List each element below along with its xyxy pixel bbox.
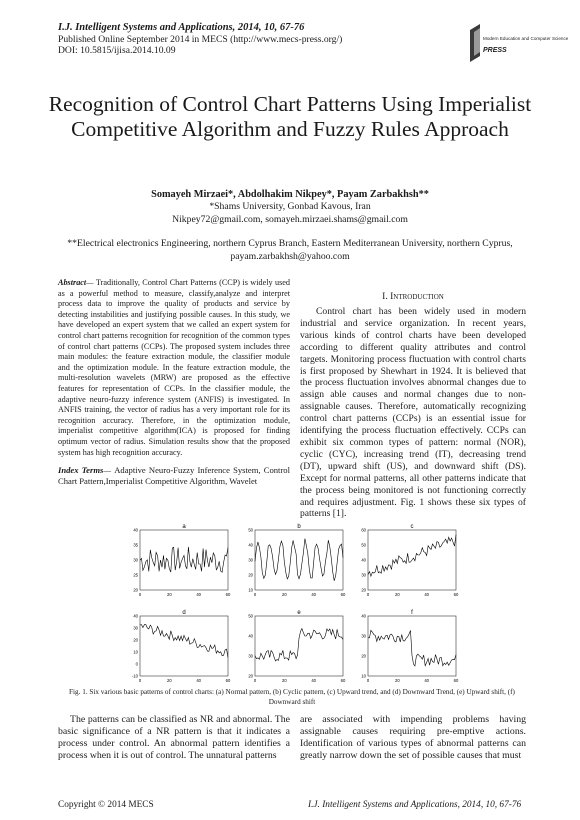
- paper-title: Recognition of Control Chart Patterns Using Imperialist Competitive Algorithm and Fuzzy Rules Approach: [48, 92, 532, 141]
- y-tick-label: 30: [248, 653, 253, 659]
- chart-title: b: [297, 524, 301, 530]
- y-tick-label: 40: [248, 542, 253, 548]
- y-tick-label: 30: [248, 557, 253, 563]
- body-left: The patterns can be classified as NR and abnormal. The basic significance of a NR pattern is that it indicates a process under control. An abnormal pattern identifies a process when it is out of control. The unnatural patterns: [58, 714, 290, 761]
- y-tick-label: 30: [133, 625, 138, 631]
- x-tick-label: 40: [424, 678, 430, 683]
- chart-panel-f: [361, 610, 459, 683]
- x-tick-label: 40: [196, 592, 202, 597]
- figure-1: [118, 514, 458, 692]
- x-tick-label: 20: [166, 678, 172, 683]
- chart-frame: [140, 530, 228, 590]
- logo-text: Modern Education and Computer Science: [483, 36, 569, 41]
- y-tick-label: 50: [361, 542, 366, 548]
- mecs-logo: [468, 22, 569, 68]
- x-tick-label: 20: [281, 592, 287, 597]
- x-tick-label: 40: [424, 592, 430, 597]
- x-tick-label: 40: [196, 678, 202, 683]
- affiliation-2: [40, 238, 540, 263]
- abstract-label: Abstract: [58, 278, 87, 287]
- y-tick-label: 10: [133, 649, 138, 655]
- x-tick-label: 0: [138, 592, 142, 597]
- abstract-dash: —: [86, 278, 96, 287]
- y-tick-label: 40: [133, 613, 138, 619]
- chart-panel-c: [361, 524, 459, 597]
- y-tick-label: 40: [248, 633, 253, 639]
- x-tick-label: 60: [225, 678, 231, 683]
- x-tick-label: 0: [253, 592, 257, 597]
- journal-header: [58, 22, 438, 57]
- series-line: [255, 629, 343, 662]
- chart-panel-d: [132, 610, 231, 683]
- chart-title: e: [297, 610, 301, 616]
- index-terms-dash: —: [103, 465, 115, 475]
- x-tick-label: 40: [311, 592, 317, 597]
- y-tick-label: 40: [361, 613, 366, 619]
- affiliation-1-line-2: Nikpey72@gmail.com, somayeh.mirzaei.shams@gmail.com: [172, 213, 408, 225]
- x-tick-label: 40: [311, 678, 317, 683]
- chart-title: d: [182, 610, 186, 616]
- y-tick-label: 40: [133, 527, 138, 533]
- y-tick-label: -10: [131, 673, 138, 679]
- x-tick-label: 0: [366, 592, 370, 597]
- affiliation-1: [40, 201, 540, 226]
- footer-copyright: Copyright © 2014 MECS: [58, 800, 154, 810]
- authors: Somayeh Mirzaei*, Abdolhakim Nikpey*, Payam Zarbakhsh**: [151, 189, 429, 200]
- affiliation-2-line-1: **Electrical electronics Engineering, northern Cyprus Branch, Eastern Mediterranean University, northern Cyprus,: [67, 238, 513, 249]
- y-tick-label: 50: [248, 613, 253, 619]
- control-chart-figure: [118, 514, 458, 692]
- x-tick-label: 60: [225, 592, 231, 597]
- affiliation-2-line-2: payam.zarbakhsh@yahoo.com: [230, 250, 350, 262]
- y-tick-label: 10: [248, 587, 253, 593]
- series-line: [368, 630, 456, 666]
- y-tick-label: 10: [361, 673, 366, 679]
- y-tick-label: 50: [248, 527, 253, 533]
- y-tick-label: 0: [135, 661, 138, 667]
- y-tick-label: 20: [248, 673, 253, 679]
- abstract-text: Traditionally, Control Chart Patterns (CCP) is widely used as a powerful method to measure, classify,analyze and interpret process data to improve the quality of products and service by detecting instabilities and justifying possible causes. In this study, we have developed an expert system that we called an expert system for control chart patterns recognition for recognition of the common types of control chart patterns (CCPs). The proposed system includes three main modules: the feature extraction module, the classifier module and the optimization module. In the feature extraction module, the multi-resolution wavelets (MRW) are proposed as the effective features for representation of CCPs. In the classifier module, the adaptive neuro-fuzzy inference system (ANFIS) is investigated. In ANFIS training, the vector of radius has a very important role for its recognition accuracy. Therefore, in the optimization module, imperialist competitive algorithm(ICA) is proposed for finding optimum vector of radius. Simulation results show that the proposed system has high recognition accuracy.: [58, 278, 290, 457]
- series-line: [368, 535, 456, 576]
- affiliation-1-line-1: *Shams University, Gonbad Kavous, Iran: [209, 201, 371, 212]
- chart-frame: [368, 616, 456, 676]
- chart-frame: [255, 530, 343, 590]
- x-tick-label: 0: [138, 678, 142, 683]
- y-tick-label: 30: [361, 572, 366, 578]
- x-tick-label: 0: [366, 678, 370, 683]
- footer-journal: I.J. Intelligent Systems and Applications, 2014, 10, 67-76: [308, 800, 522, 810]
- section-heading: I. Introduction: [382, 291, 444, 302]
- y-tick-label: 30: [133, 557, 138, 563]
- logo-press: PRESS: [483, 47, 507, 54]
- series-line: [140, 547, 228, 572]
- x-tick-label: 20: [281, 678, 287, 683]
- y-tick-label: 20: [133, 587, 138, 593]
- y-tick-label: 30: [361, 633, 366, 639]
- y-tick-label: 35: [133, 542, 138, 548]
- introduction-text: Control chart has been widely used in modern industrial and service organization. In recent years, various kinds of control charts have been developed according to different quality attributes and control targets. Monitoring process fluctuation with control charts is first proposed by Shewhart in 1924. It is believed that the process fluctuation involves abnormal changes due to assign able causes and normal changes due to non- assignable causes. Therefore, automatically recognizing control chart patterns (CCPs) is an essential issue for identifying the process fluctuation effectively. CCPs can exhibit six common types of pattern: normal (NOR), cyclic (CYC), increasing trend (IT), decreasing trend (DT), upward shift (US), and downward shift (DS). Except for normal patterns, all other patterns indicate that the process being monitored is not functioning correctly and requires adjustment. Fig. 1 shows these six types of patterns [1].: [300, 306, 526, 520]
- chart-title: f: [411, 610, 413, 616]
- x-tick-label: 60: [340, 592, 346, 597]
- chart-frame: [255, 616, 343, 676]
- index-terms: [58, 465, 290, 487]
- figure-caption: Fig. 1. Six various basic patterns of control charts: (a) Normal pattern, (b) Cyclic pattern, (c) Upward trend, and (d) Downward Trend, (e) Upward shift, (f) Downward shift: [69, 688, 515, 706]
- y-tick-label: 20: [248, 572, 253, 578]
- x-tick-label: 60: [453, 592, 459, 597]
- index-terms-text: Adaptive Neuro-Fuzzy Inference System, Control Chart Pattern,Imperialist Competitive Algorithm, Wavelet: [58, 465, 290, 486]
- chart-panel-b: [248, 524, 346, 597]
- x-tick-label: 20: [394, 592, 400, 597]
- index-terms-label: Index Terms: [58, 465, 104, 475]
- chart-panel-a: [133, 524, 231, 597]
- chart-title: a: [182, 524, 186, 530]
- chart-panel-e: [248, 610, 346, 683]
- mecs-logo-icon: [468, 22, 569, 68]
- abstract: [58, 278, 290, 458]
- y-tick-label: 20: [133, 637, 138, 643]
- doi-line: DOI: 10.5815/ijisa.2014.10.09: [58, 45, 176, 56]
- series-line: [255, 539, 343, 581]
- x-tick-label: 60: [453, 678, 459, 683]
- chart-title: c: [410, 524, 414, 530]
- x-tick-label: 60: [340, 678, 346, 683]
- y-tick-label: 60: [361, 527, 366, 533]
- y-tick-label: 20: [361, 653, 366, 659]
- x-tick-label: 20: [394, 678, 400, 683]
- y-tick-label: 20: [361, 587, 366, 593]
- y-tick-label: 25: [133, 572, 138, 578]
- body-right: are associated with impending problems having assignable causes requiring pre-emptive actions. Identification of various types of abnormal patterns can greatly narrow down the set of possible causes that must: [300, 714, 526, 761]
- series-line: [140, 625, 228, 658]
- published-line: Published Online September 2014 in MECS (http://www.mecs-press.org/): [58, 33, 343, 45]
- x-tick-label: 20: [166, 592, 172, 597]
- x-tick-label: 0: [253, 678, 257, 683]
- journal-title: I.J. Intelligent Systems and Applications, 2014, 10, 67-76: [58, 22, 305, 33]
- y-tick-label: 40: [361, 557, 366, 563]
